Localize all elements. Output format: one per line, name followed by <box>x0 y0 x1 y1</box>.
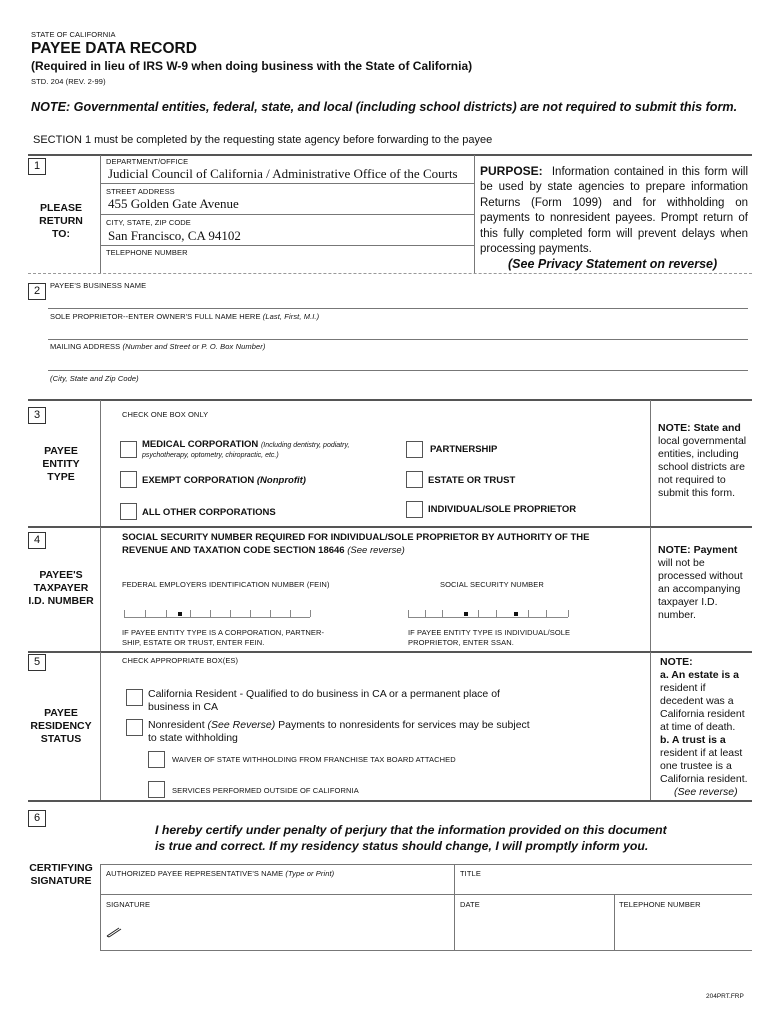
exempt-corp-checkbox[interactable] <box>120 471 137 488</box>
fein-note-line2: SHIP, ESTATE OR TRUST, ENTER FEIN. <box>122 638 265 647</box>
ssn-digit-tick <box>442 610 443 617</box>
section5-note-line: NOTE: <box>660 656 693 668</box>
certification-line1: I hereby certify under penalty of perjury that the information provided on this document <box>155 823 667 837</box>
section5-note-line: California resident <box>660 708 745 720</box>
section4-label <box>28 569 94 608</box>
fein-digit-tick <box>124 610 125 617</box>
certification-line2: is true and correct. If my residency status should change, I will promptly inform you. <box>155 839 649 853</box>
section4-note-line: taxpayer I.D. <box>658 596 718 608</box>
sole-prop-label <box>50 312 319 321</box>
ssn-required-line2 <box>122 545 405 556</box>
section4-divider <box>100 527 101 651</box>
section4-number: 4 <box>28 532 46 549</box>
section3-divider-right <box>650 400 651 526</box>
dept-rule <box>100 183 474 184</box>
section4-bottom-rule <box>28 651 752 653</box>
sole-prop-field[interactable] <box>48 339 748 340</box>
section3-note-line: not required to <box>658 474 726 486</box>
all-other-corp-checkbox[interactable] <box>120 503 137 520</box>
ssn-baseline <box>408 617 568 618</box>
outside-ca-label: SERVICES PERFORMED OUTSIDE OF CALIFORNIA <box>172 786 359 795</box>
medical-corp-label <box>142 439 349 450</box>
city-hint: (City, State and Zip Code) <box>50 374 139 383</box>
ssn-digit-tick <box>408 610 409 617</box>
nonresident-rest: Payments to nonresidents for services may be subject <box>278 719 530 731</box>
section5-note-line: (See reverse) <box>674 786 738 798</box>
phone-sig-field[interactable] <box>619 912 749 948</box>
nonresident-prefix: Nonresident <box>148 719 205 731</box>
exempt-corp-text: EXEMPT CORPORATION <box>142 475 255 486</box>
section2-bottom-rule <box>28 399 752 401</box>
sole-prop-label-text: SOLE PROPRIETOR--ENTER OWNER'S FULL NAME HERE <box>50 312 261 321</box>
purpose-text <box>480 164 748 257</box>
section1-label-line1: PLEASE <box>39 202 82 214</box>
medical-corp-checkbox[interactable] <box>120 441 137 458</box>
outside-ca-checkbox[interactable] <box>148 781 165 798</box>
exempt-corp-hint: (Nonprofit) <box>256 475 306 486</box>
title-label: TITLE <box>460 869 481 878</box>
fein-note-line1: IF PAYEE ENTITY TYPE IS A CORPORATION, PARTNER- <box>122 628 325 637</box>
section2-number: 2 <box>28 283 46 300</box>
fein-digit-tick <box>166 610 167 617</box>
medical-corp-hint2: psychotherapy, optometry, chiropractic, etc.) <box>142 452 279 459</box>
individual-checkbox[interactable] <box>406 501 423 518</box>
rep-name-label <box>106 869 334 878</box>
ssn-digit-tick <box>425 610 426 617</box>
signature-label: SIGNATURE <box>106 900 151 909</box>
section4-note-line: NOTE: Payment <box>658 544 738 556</box>
dept-label: DEPARTMENT/OFFICE <box>106 157 189 166</box>
rep-name-field[interactable] <box>106 880 450 892</box>
section4-divider-right <box>650 527 651 651</box>
city-field[interactable]: San Francisco, CA 94102 <box>108 228 241 243</box>
section3-note-line: submit this form. <box>658 487 736 499</box>
street-label: STREET ADDRESS <box>106 187 175 196</box>
form-subtitle: (Required in lieu of IRS W-9 when doing business with the State of California) <box>31 59 473 73</box>
signature-bottom-rule <box>100 950 752 951</box>
ssn-separator <box>514 612 518 616</box>
section4-note-line: number. <box>658 609 696 621</box>
fein-note <box>122 628 324 648</box>
dept-field[interactable]: Judicial Council of California / Administrative Office of the Courts <box>108 166 458 181</box>
ssn-digit-tick <box>478 610 479 617</box>
mailing-field[interactable] <box>48 370 748 371</box>
section3-label-line2: ENTITY <box>42 458 80 470</box>
section5-note-line: b. A trust is a <box>660 734 726 746</box>
section5-label-line2: RESIDENCY <box>30 720 92 732</box>
section5-number: 5 <box>28 654 46 671</box>
section5-bottom-rule <box>28 800 752 802</box>
section3-divider <box>100 400 101 526</box>
nonresident-line2: to state withholding <box>148 732 238 744</box>
purpose-body: Information contained in this form will be used by state agencies to prepare information Returns (Form 1099) and for withholding on payments to nonresident payees. Prompt return of this fully completed form will prevent delays when processing payments. <box>480 166 748 256</box>
business-name-field[interactable] <box>48 308 748 309</box>
medical-corp-hint1: (Including dentistry, podiatry, <box>260 442 350 449</box>
ssn-required-text: REVENUE AND TAXATION CODE SECTION 18646 <box>122 545 345 556</box>
section1-divider-right <box>474 155 475 273</box>
medical-corp-text: MEDICAL CORPORATION <box>142 439 259 450</box>
street-field[interactable]: 455 Golden Gate Avenue <box>108 196 239 211</box>
section-instruction: SECTION 1 must be completed by the requesting state agency before forwarding to the payee <box>33 134 493 146</box>
individual-label: INDIVIDUAL/SOLE PROPRIETOR <box>428 504 577 515</box>
signature-row-rule <box>100 894 752 895</box>
all-other-corp-label: ALL OTHER CORPORATIONS <box>142 507 276 518</box>
section3-note-line: entities, including <box>658 448 739 460</box>
section3-label-line1: PAYEE <box>44 445 78 457</box>
estate-trust-checkbox[interactable] <box>406 471 423 488</box>
state-label: STATE OF CALIFORNIA <box>31 30 116 39</box>
section6-label-line1: CERTIFYING <box>29 862 93 874</box>
section1-number: 1 <box>28 158 46 175</box>
section4-note-line: processed without <box>658 570 743 582</box>
ssn-digit-tick <box>528 610 529 617</box>
section1-label-line2: RETURN <box>39 215 83 227</box>
ssn-digit-tick <box>546 610 547 617</box>
fein-digit-tick <box>210 610 211 617</box>
section4-note-line: an accompanying <box>658 583 741 595</box>
mailing-label-text: MAILING ADDRESS <box>50 342 121 351</box>
ssn-separator <box>464 612 468 616</box>
check-appropriate-label: CHECK APPROPRIATE BOX(ES) <box>122 656 239 665</box>
section5-divider <box>100 652 101 800</box>
ssn-label: SOCIAL SECURITY NUMBER <box>440 580 544 589</box>
fein-digit-tick <box>270 610 271 617</box>
section3-note-line: local governmental <box>658 435 747 447</box>
section3-note-line: school districts are <box>658 461 745 473</box>
footer-code: 204PRT.FRP <box>706 993 744 1000</box>
fein-digit-tick <box>250 610 251 617</box>
section4-note-line: will not be <box>658 557 705 569</box>
mailing-hint: (Number and Street or P. O. Box Number) <box>122 342 266 351</box>
ca-resident-label <box>148 688 500 714</box>
partnership-checkbox[interactable] <box>406 441 423 458</box>
waiver-label: WAIVER OF STATE WITHHOLDING FROM FRANCHISE TAX BOARD ATTACHED <box>172 755 456 764</box>
fein-digit-tick <box>145 610 146 617</box>
signature-field[interactable] <box>106 912 450 948</box>
fein-digit-tick <box>310 610 311 617</box>
ssn-digit-tick <box>568 610 569 617</box>
section4-label-line2: TAXPAYER <box>33 582 89 594</box>
section5-note-line: resident if at least <box>660 747 743 759</box>
section3-number: 3 <box>28 407 46 424</box>
signature-top-rule <box>100 864 752 865</box>
phone-sig-label: TELEPHONE NUMBER <box>619 900 701 909</box>
ssn-required-line1: SOCIAL SECURITY NUMBER REQUIRED FOR INDIVIDUAL/SOLE PROPRIETOR BY AUTHORITY OF THE <box>122 532 590 543</box>
section3-note-line: NOTE: State and <box>658 422 741 434</box>
date-field[interactable] <box>460 912 610 948</box>
ssn-required-hint: (See reverse) <box>347 545 405 556</box>
section5-label <box>28 707 94 746</box>
section3-note <box>658 422 746 500</box>
section3-label-line3: TYPE <box>47 471 75 483</box>
ssn-note <box>408 628 570 648</box>
fein-digit-tick <box>290 610 291 617</box>
nonresident-label <box>148 719 530 745</box>
section5-note-line: California resident. <box>660 773 748 785</box>
section1-label <box>28 202 94 241</box>
section5-note-line: a. An estate is a <box>660 669 739 681</box>
check-one-label: CHECK ONE BOX ONLY <box>122 410 209 419</box>
section4-note <box>658 544 743 622</box>
form-title: PAYEE DATA RECORD <box>31 40 197 57</box>
ssn-note-line1: IF PAYEE ENTITY TYPE IS INDIVIDUAL/SOLE <box>408 628 571 637</box>
fein-digit-tick <box>230 610 231 617</box>
pen-icon <box>106 926 122 938</box>
sole-prop-hint: (Last, First, M.I.) <box>262 312 320 321</box>
section5-divider-right <box>650 652 651 800</box>
signature-phone-rule <box>614 894 615 950</box>
fein-label: FEDERAL EMPLOYERS IDENTIFICATION NUMBER (FEIN) <box>122 580 330 589</box>
section5-note <box>660 656 748 799</box>
phone-label: TELEPHONE NUMBER <box>106 248 188 257</box>
section5-label-line1: PAYEE <box>44 707 78 719</box>
mailing-label <box>50 342 265 351</box>
estate-trust-label: ESTATE OR TRUST <box>428 475 516 486</box>
nonresident-checkbox[interactable] <box>126 719 143 736</box>
fein-separator <box>178 612 182 616</box>
ca-resident-line1: California Resident - Qualified to do business in CA or a permanent place of <box>148 688 500 700</box>
nonresident-hint: (See Reverse) <box>207 719 276 731</box>
section5-note-line: one trustee is a <box>660 760 732 772</box>
section1-label-line3: TO: <box>52 228 70 240</box>
ssn-digit-tick <box>496 610 497 617</box>
ca-resident-checkbox[interactable] <box>126 689 143 706</box>
city-label: CITY, STATE, ZIP CODE <box>106 218 191 227</box>
street-rule <box>100 214 474 215</box>
signature-left-rule <box>100 864 101 950</box>
form-number: STD. 204 (REV. 2-99) <box>31 77 106 86</box>
section1-top-rule <box>28 154 752 156</box>
privacy-statement: (See Privacy Statement on reverse) <box>508 257 718 271</box>
certification-statement <box>155 822 667 854</box>
section6-number: 6 <box>28 810 46 827</box>
section6-label-line2: SIGNATURE <box>30 875 92 887</box>
waiver-checkbox[interactable] <box>148 751 165 768</box>
exempt-corp-label <box>142 475 306 486</box>
section5-note-line: resident if <box>660 682 706 694</box>
section4-label-line3: I.D. NUMBER <box>28 595 94 607</box>
rep-name-label-text: AUTHORIZED PAYEE REPRESENTATIVE'S NAME <box>106 869 284 878</box>
section5-note-line: decedent was a <box>660 695 734 707</box>
business-name-label: PAYEE'S BUSINESS NAME <box>50 281 147 290</box>
cut-line <box>28 273 752 274</box>
title-field[interactable] <box>460 880 750 892</box>
rep-name-hint: (Type or Print) <box>285 869 335 878</box>
section5-label-line3: STATUS <box>40 733 82 745</box>
ssn-note-line2: PROPRIETOR, ENTER SSAN. <box>408 638 514 647</box>
governmental-note: NOTE: Governmental entities, federal, state, and local (including school districts) are not required to submit this form. <box>31 100 738 114</box>
signature-mid-rule <box>454 864 455 950</box>
fein-baseline <box>124 617 310 618</box>
partnership-label: PARTNERSHIP <box>430 444 498 455</box>
section3-bottom-rule <box>28 526 752 528</box>
section5-note-line: at time of death. <box>660 721 736 733</box>
purpose-heading: PURPOSE: <box>480 164 543 178</box>
city-rule <box>100 245 474 246</box>
section6-label <box>28 862 94 888</box>
date-label: DATE <box>460 900 480 909</box>
section3-label <box>28 445 94 484</box>
fein-digit-tick <box>190 610 191 617</box>
ca-resident-line2: business in CA <box>148 701 219 713</box>
section4-label-line1: PAYEE'S <box>39 569 83 581</box>
